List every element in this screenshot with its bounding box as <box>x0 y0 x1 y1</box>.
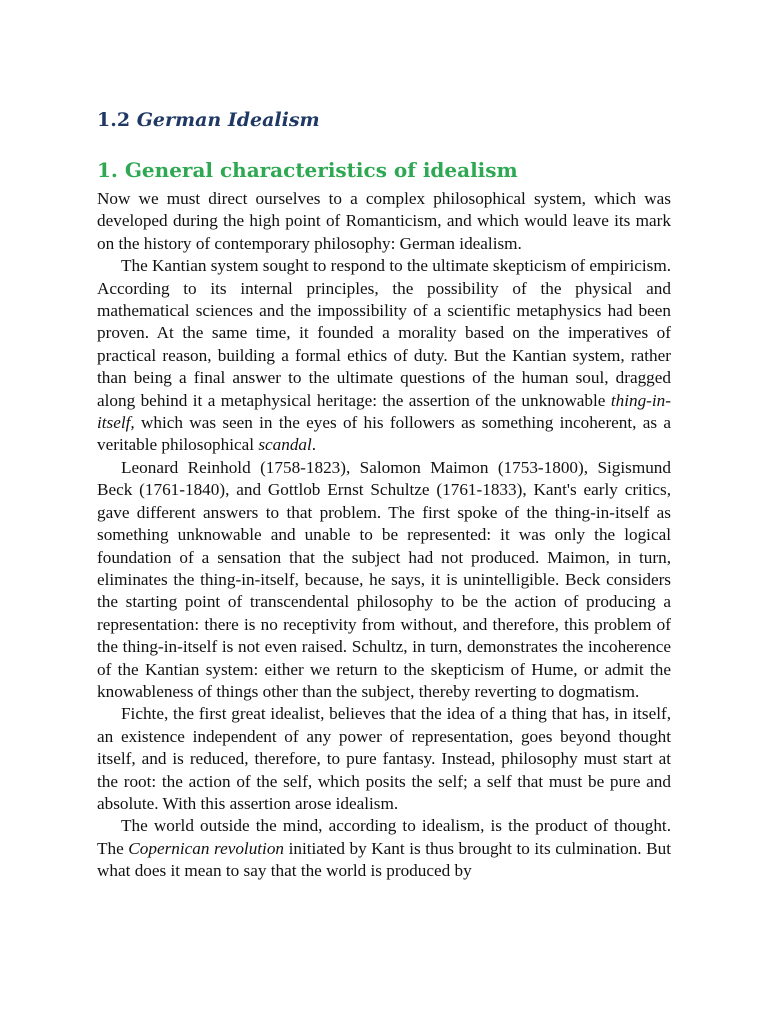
emphasis-copernican-revolution: Copernican revolution <box>128 838 285 858</box>
paragraph-5: The world outside the mind, according to idealism, is the product of thought. The Copernican revolution initiated by Kant is thus brought to its culmination. But what does it mean to say that the world is produced by <box>97 816 671 881</box>
section-title: German Idealism <box>136 109 320 131</box>
paragraph-4: Fichte, the first great idealist, believes that the idea of a thing that has, in itself, an existence independent of any power of representation, goes beyond thought itself, and is reduced, therefore, to pure fantasy. Instead, philosophy must start at the root: the action of the self, which posits the self; a self that must be pure and absolute. With this assertion arose idealism. <box>97 704 671 813</box>
emphasis-scandal: scandal <box>258 435 312 455</box>
section-heading <box>97 106 671 134</box>
document-page <box>97 106 671 883</box>
paragraph-2: The Kantian system sought to respond to the ultimate skepticism of empiricism. According to its internal principles, the possibility of the physical and mathematical sciences and the impossibility of a scientific metaphysics had been proven. At the same time, it founded a morality based on the imperatives of practical reason, building a formal ethics of duty. But the Kantian system, rather than being a final answer to the ultimate questions of the human soul, dragged along behind it a metaphysical heritage: the assertion of the unknowable thing-in-itself, which was seen in the eyes of his followers as something incoherent, as a veritable philosophical scandal. <box>97 256 671 455</box>
subsection-heading: 1. General characteristics of idealism <box>97 158 518 182</box>
section-number: 1.2 <box>97 109 131 131</box>
paragraph-1: Now we must direct ourselves to a complex philosophical system, which was developed during the high point of Romanticism, and which would leave its mark on the history of contemporary philosophy: German idealism. <box>97 189 671 253</box>
paragraph-3: Leonard Reinhold (1758-1823), Salomon Maimon (1753-1800), Sigismund Beck (1761-1840), and Gottlob Ernst Schultze (1761-1833), Kant's early critics, gave different answers to that problem. The first spoke of the thing-in-itself as something unknowable and unable to be represented: it was only the logical foundation of a sensation that the subject had not produced. Maimon, in turn, eliminates the thing-in-itself, because, he says, it is unintelligible. Beck considers the starting point of transcendental philosophy to be the action of producing a representation: there is no receptivity from without, and therefore, this problem of the thing-in-itself is not even raised. Schultz, in turn, demonstrates the incoherence of the Kantian system: either we return to the skepticism of Hume, or admit the knowableness of things other than the subject, thereby reverting to dogmatism. <box>97 457 671 701</box>
emphasis-thing-in-itself: thing-in-itself, <box>97 390 671 433</box>
body-text <box>97 188 671 883</box>
